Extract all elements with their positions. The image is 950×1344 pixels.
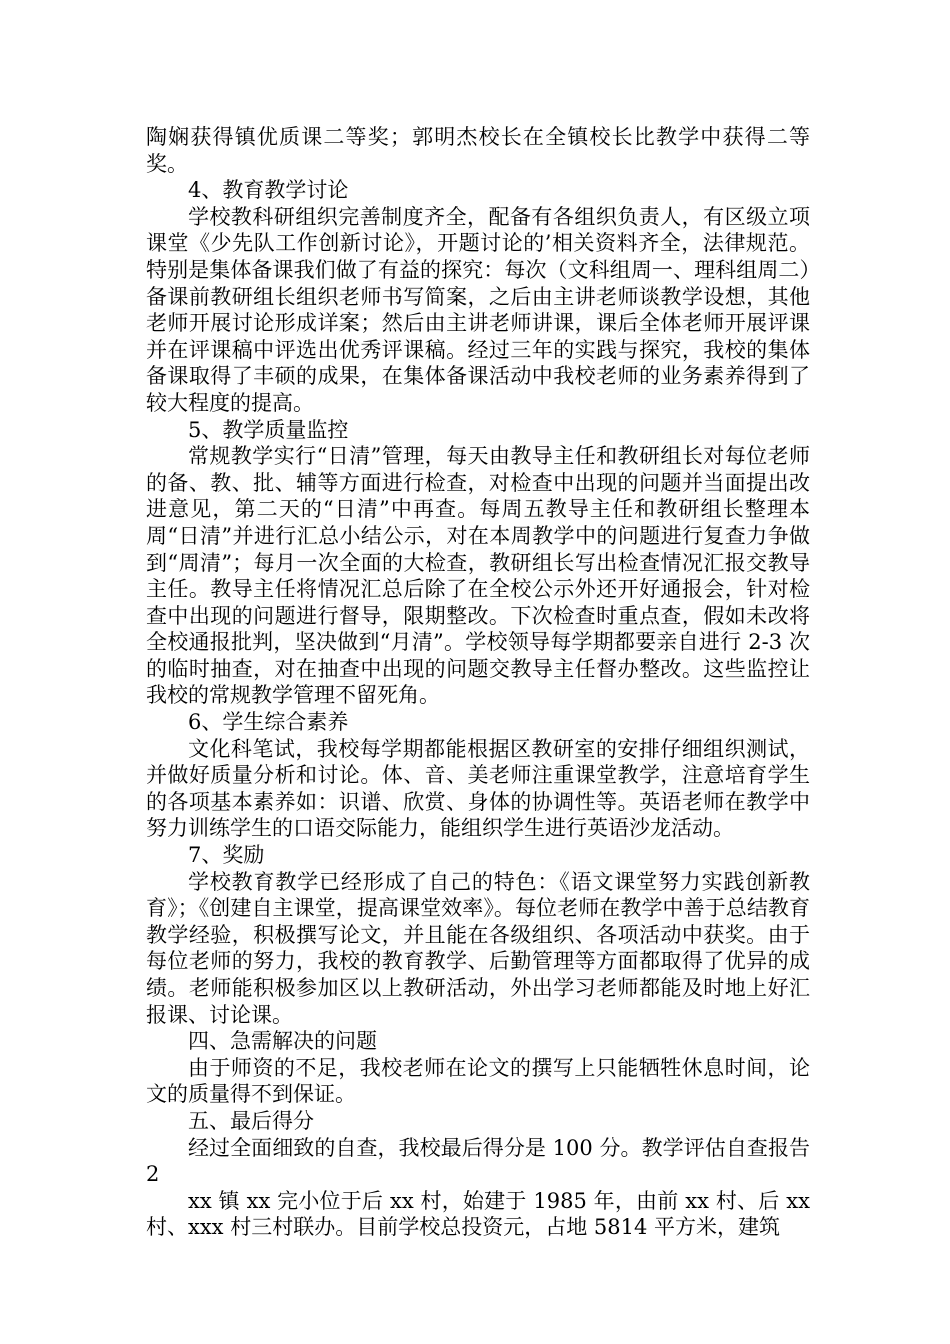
paragraph-final-score: 经过全面细致的自查，我校最后得分是 100 分。教学评估自查报告 2 <box>146 1135 810 1187</box>
section-heading-teaching-research: 4、教育教学讨论 <box>188 178 349 203</box>
paragraph-teaching-research: 学校教科研组织完善制度齐全，配备有各组织负责人，有区级立项课堂《少先队工作创新讨论》，开题讨论的’相关资料齐全，法律规范。特别是集体备课我们做了有益的探究：每次（文科组周一、理科组周二）备课前教研组长组织老师书写简案，之后由主讲老师谈教学设想，其他老师开展讨论形成详案；然后由主讲老师讲课，课后全体老师开展评课并在评课稿中评选出优秀评课稿。经过三年的实践与探究，我校的集体备课取得了丰硕的成果，在集体备课活动中我校老师的业务素养得到了较大程度的提高。 <box>146 204 810 415</box>
paragraph-urgent-problems: 由于师资的不足，我校老师在论文的撰写上只能牺牲休息时间，论文的质量得不到保证。 <box>146 1055 810 1107</box>
section-heading-student-literacy: 6、学生综合素养 <box>188 710 349 735</box>
paragraph-school-intro: xx 镇 xx 完小位于后 xx 村，始建于 1985 年，由前 xx 村、后 xx 村、xxx 村三村联办。目前学校总投资元，占地 5814 平方米，建筑 <box>146 1188 810 1240</box>
section-heading-awards: 7、奖励 <box>188 843 265 868</box>
paragraph-student-literacy: 文化科笔试，我校每学期都能根据区教研室的安排仔细组织测试，并做好质量分析和讨论。体、音、美老师注重课堂教学，注意培育学生的各项基本素养如：识谱、欣赏、身体的协调性等。英语老师在教学中努力训练学生的口语交际能力，能组织学生进行英语沙龙活动。 <box>146 736 810 841</box>
section-heading-quality-monitoring: 5、教学质量监控 <box>188 417 349 442</box>
paragraph-awards: 学校教育教学已经形成了自己的特色：《语文课堂努力实践创新教育》；《创建自主课堂，提高课堂效率》。每位老师在教学中善于总结教育教学经验，积极撰写论文，并且能在各级组织、各项活动中获奖。由于每位老师的努力，我校的教育教学、后勤管理等方面都取得了优异的成绩。老师能积极参加区以上教研活动，外出学习老师都能及时地上好汇报课、讨论课。 <box>146 869 810 1027</box>
paragraph-quality-monitoring: 常规教学实行“日清”管理，每天由教导主任和教研组长对每位老师的备、教、批、辅等方面进行检查，对检查中出现的问题并当面提出改进意见，第二天的“日清”中再查。每周五教导主任和教研组长整理本周“日清”并进行汇总小结公示，对在本周教学中的问题进行复查力争做到“周清”；每月一次全面的大检查，教研组长写出检查情况汇报交教导主任。教导主任将情况汇总后除了在全校公示外还开好通报会，针对检查中出现的问题进行督导，限期整改。下次检查时重点查，假如未改将全校通报批判，坚决做到“月清”。学校领导每学期都要亲自进行 2-3 次的临时抽查，对在抽查中出现的问题交教导主任督办整改。这些监控让我校的常规教学管理不留死角。 <box>146 444 810 708</box>
paragraph-award-continuation: 陶娴获得镇优质课二等奖；郭明杰校长在全镇校长比教学中获得二等奖。 <box>146 125 810 176</box>
section-heading-urgent-problems: 四、急需解决的问题 <box>188 1029 377 1054</box>
document-body <box>146 124 810 1241</box>
section-heading-final-score: 五、最后得分 <box>188 1108 314 1133</box>
